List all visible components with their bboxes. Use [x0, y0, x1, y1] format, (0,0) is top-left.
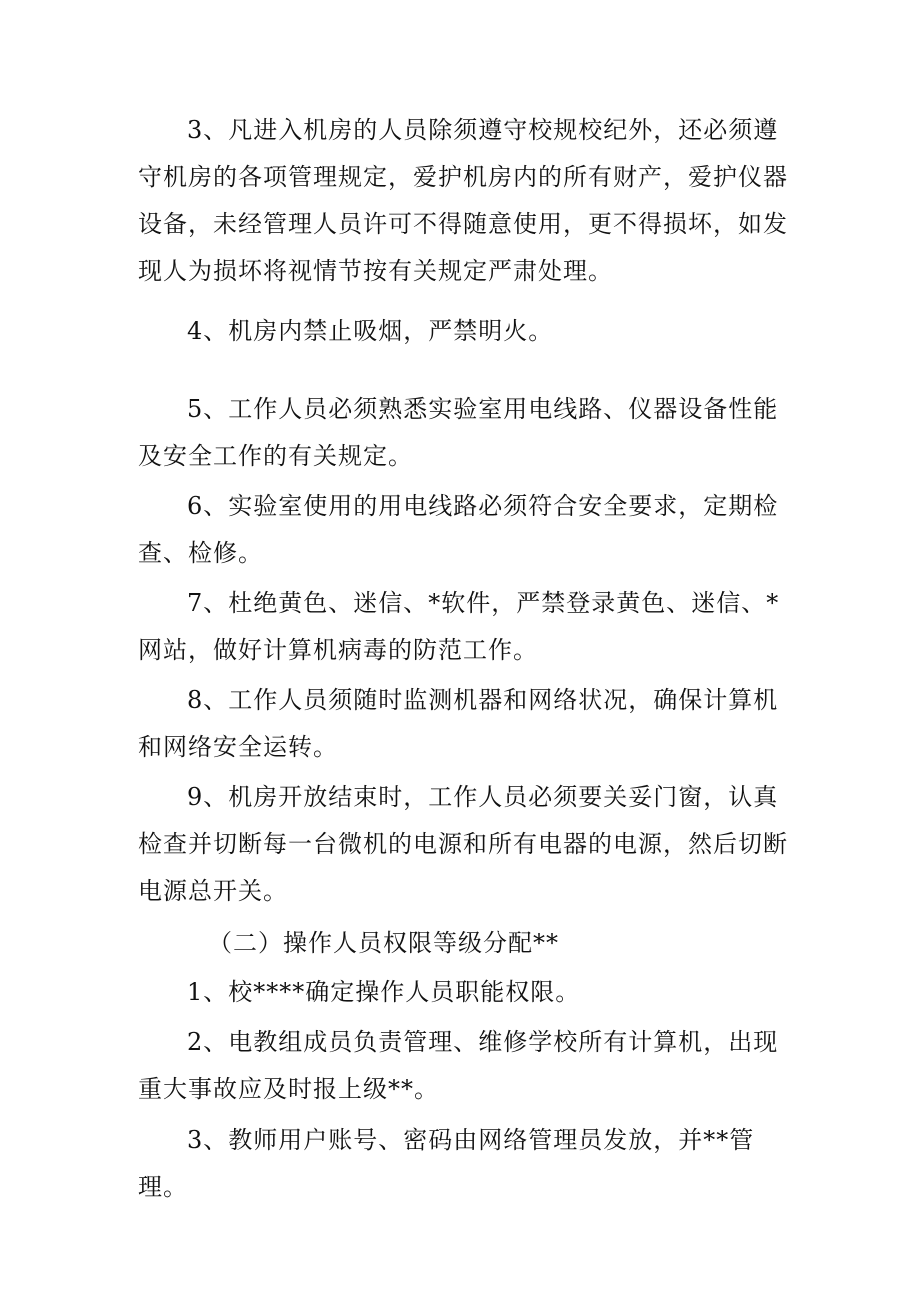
section-heading: （二）操作人员权限等级分配**	[208, 929, 559, 957]
rule-8-paragraph: 8、工作人员须随时监测机器和网络状况，确保计算机和网络安全运转。	[138, 686, 779, 761]
permission-2-paragraph: 2、电教组成员负责管理、维修学校所有计算机，出现重大事故应及时报上级**。	[138, 1028, 779, 1103]
rule-3-paragraph: 3、凡进入机房的人员除须遵守校规校纪外，还必须遵守机房的各项管理规定，爱护机房内的所有财产，爱护仪器设备，未经管理人员许可不得随意使用，更不得损坏，如发现人为损坏将视情节按有关规定严肃处理。	[138, 116, 788, 285]
rule-5-paragraph: 5、工作人员必须熟悉实验室用电线路、仪器设备性能及安全工作的有关规定。	[138, 395, 779, 470]
permission-3-paragraph: 3、教师用户账号、密码由网络管理员发放，并**管理。	[138, 1126, 755, 1201]
rule-7-paragraph: 7、杜绝黄色、迷信、*软件，严禁登录黄色、迷信、*网站，做好计算机病毒的防范工作。	[138, 589, 780, 664]
rule-9-paragraph: 9、机房开放结束时，工作人员必须要关妥门窗，认真检查并切断每一台微机的电源和所有电器的电源，然后切断电源总开关。	[138, 783, 788, 905]
rule-4-paragraph: 4、机房内禁止吸烟，严禁明火。	[187, 317, 554, 345]
permission-1-paragraph: 1、校****确定操作人员职能权限。	[187, 978, 581, 1006]
rule-6-paragraph: 6、实验室使用的用电线路必须符合安全要求，定期检查、检修。	[138, 492, 779, 567]
